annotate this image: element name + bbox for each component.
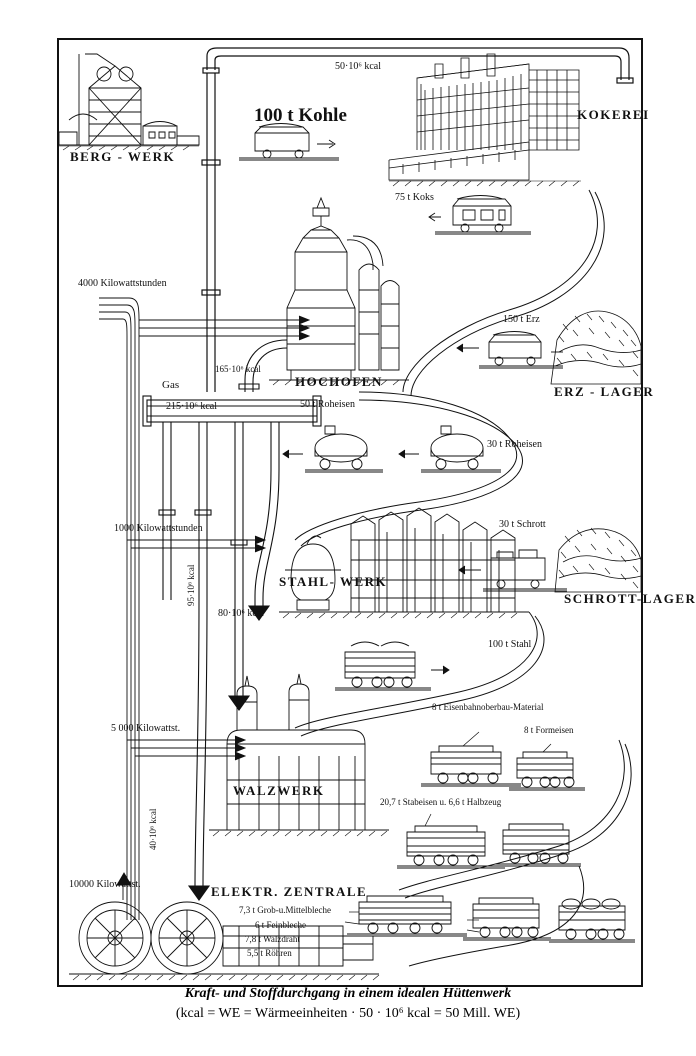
label-schrottlager: SCHROTT-LAGER [564,591,696,606]
label-kohle-kcal: 50·10⁶ kcal [335,61,381,72]
label-bergwerk: BERG - WERK [70,149,176,164]
figure-caption [0,986,696,1022]
label-stahl: 100 t Stahl [488,639,532,650]
label-kwh-1000: 1000 Kilowattstunden [114,523,203,534]
label-stahlwerk-gas-kcal: 80·10⁶ kcal [218,608,264,619]
label-gas-kcal: 215·10⁶ kcal [166,401,217,412]
label-walzwerk-kcal: 95·10⁶ kcal [186,564,196,606]
label-formeisen: 8 t Formeisen [524,725,574,735]
label-hochofen: HOCHOFEN [295,374,383,389]
label-grobbleche: 7,3 t Grob-u.Mittelbleche [239,905,331,915]
label-roehren: 5,5 t Röhren [247,948,292,958]
label-walzwerk: WALZWERK [233,783,325,798]
label-kwh-10000: 10000 Kilowattst. [69,879,141,890]
label-walzdraht: 7,8 t Walzdraht [245,934,300,944]
label-stahlwerk: STAHL- WERK [279,574,388,589]
label-schrott: 30 t Schrott [499,519,546,530]
caption-line-2: (kcal = WE = Wärmeeinheiten · 50 · 10⁶ kcal = 50 Mill. WE) [175,1006,521,1021]
label-erz: 150 t Erz [503,314,540,325]
label-zentrale-kcal: 40·10⁶ kcal [148,808,158,850]
label-elektrzentrale: ELEKTR. ZENTRALE [211,884,368,899]
diagram-frame [57,38,696,987]
label-feinbleche: 6 t Feinbleche [255,920,306,930]
label-kohle-menge: 100 t Kohle [254,105,347,126]
label-stabeisen: 20,7 t Stabeisen u. 6,6 t Halbzeug [380,797,502,807]
label-roheisen-30: 30 t Roheisen [487,439,542,450]
label-koks: 75 t Koks [395,192,434,203]
diagram-canvas [59,40,696,985]
label-gas: Gas [162,379,180,391]
caption-line-1: Kraft- und Stoffdurchgang in einem idealen Hüttenwerk [184,986,512,1001]
label-gichtgas-kcal: 165·10⁶ kcal [215,364,261,374]
label-kwh-5000: 5 000 Kilowattst. [111,723,181,734]
label-roheisen-50: 50 t Roheisen [300,399,355,410]
label-oberbau: 8 t Eisenbahnoberbau-Material [432,702,544,712]
diagram-artwork [59,40,641,985]
label-kwh-4000: 4000 Kilowattstunden [78,278,167,289]
label-kokerei: KOKEREI [577,107,650,122]
label-erzlager: ERZ - LAGER [554,384,655,399]
